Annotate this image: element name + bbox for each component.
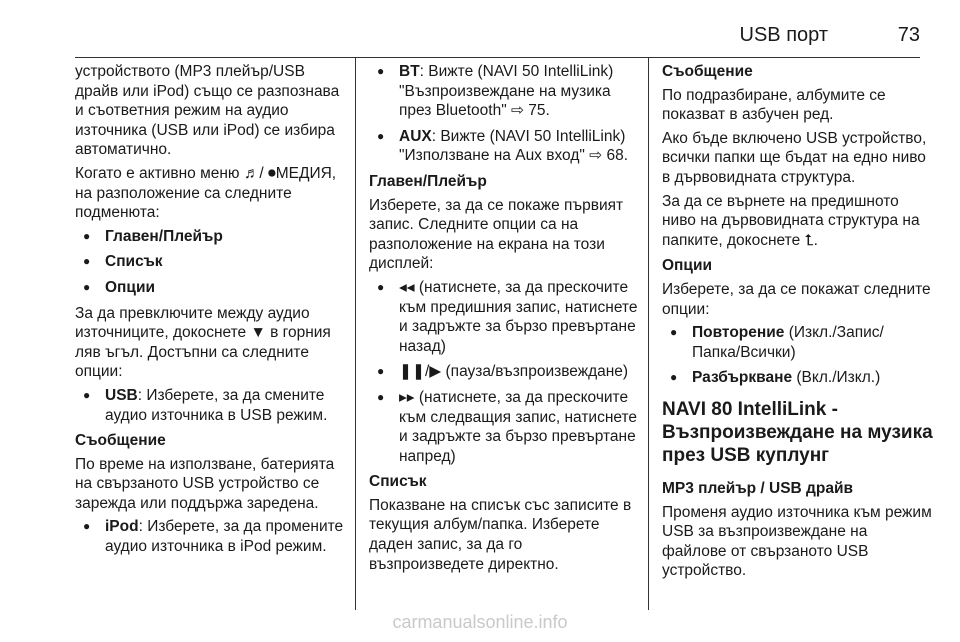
list-item-prev: ● ◂◂ (натиснете, за да прескочите към предишния запис, натиснете и задръжте за бързо превъртане назад): [369, 278, 641, 356]
section-title: NAVI 80 IntelliLink - Възпроизвеждане на музика през USB куплунг: [662, 398, 933, 466]
option-text: (Вкл./Изкл.): [792, 369, 881, 387]
paragraph: Изберете, за да се покажат следните опции:: [662, 280, 931, 318]
watermark: carmanualsonline.info: [392, 612, 568, 632]
page-title: USB порт: [739, 24, 828, 46]
option-text: : Вижте (NAVI 50 IntelliLink) "Възпроизвеждане на музика през Bluetooth" ⇨ 75.: [399, 63, 614, 120]
column-divider-1: [355, 58, 356, 610]
option-text: : Вижте (NAVI 50 IntelliLink) "Използване на Aux вход" ⇨ 68.: [399, 127, 629, 165]
note-title: Съобщение: [662, 63, 753, 80]
list-item-usb: [75, 386, 347, 425]
column-3: [662, 62, 934, 585]
list-item-pause: ● ❚❚/▶ (пауза/възпроизвеждане): [369, 362, 641, 382]
note-text: Ако бъде включено USB устройство, всички папки ще бъдат на едно ниво в дървовидната структура.: [662, 129, 927, 186]
option-text: (Изкл./Запис/ Папка/Всички): [692, 324, 884, 361]
page-number: 73: [897, 24, 920, 46]
paragraph: устройството (MP3 плейър/USB драйв или iPod) също се разпознава и съответния режим на аудио източника (USB или iPod) се избира автоматично.: [75, 63, 340, 159]
list-item: ● Главен/Плейър: [75, 227, 347, 247]
option-label: iPod: [105, 518, 139, 536]
list-item-aux: [369, 127, 641, 166]
header-divider: [75, 57, 920, 58]
subsection-title: MP3 плейър / USB драйв: [662, 479, 854, 497]
option-text: : Изберете, за да промените аудио източника в iPod режим.: [105, 518, 344, 556]
option-label: BT: [399, 63, 420, 80]
list-item: ● Опции: [75, 278, 347, 298]
option-label: USB: [105, 386, 138, 404]
column-1: [75, 62, 347, 563]
page-header: [75, 22, 920, 52]
note-text: По време на използване, батерията на свързаното USB устройство се зарежда или поддържа заредена.: [75, 455, 335, 512]
column-divider-2: [648, 58, 649, 610]
paragraph: Показване на списък със записите в текущия албум/папка. Изберете даден запис, за да го възпроизведете директно.: [369, 496, 632, 573]
note-title: Съобщение: [75, 432, 166, 450]
section-heading: Главен/Плейър: [369, 172, 487, 190]
option-label: AUX: [399, 127, 432, 145]
section-heading: Списък: [369, 473, 427, 491]
paragraph: Когато е активно меню ♬/ ⏺МЕДИЯ, на разположение са следните подменюта:: [75, 164, 337, 222]
option-label: Разбъркване: [692, 369, 793, 387]
list-item-repeat: [662, 323, 934, 362]
list-item-bt: [369, 62, 641, 121]
paragraph: Променя аудио източника към режим USB за възпроизвеждане на файлове от свързаното USB устройство.: [662, 503, 932, 580]
option-text: : Изберете, за да смените аудио източника в USB режим.: [105, 386, 328, 424]
list-item-shuffle: [662, 368, 934, 388]
note-text: По подразбиране, албумите се показват в азбучен ред.: [662, 86, 886, 124]
paragraph: За да превключите между аудио източниците, докоснете ▼ в горния ляв ъгъл. Достъпни са следните опции:: [75, 304, 331, 381]
paragraph: За да се върнете на предишното ниво на дървовидната структура на папките, докоснете ⮤.: [662, 192, 920, 249]
paragraph: Изберете, за да се покаже първият запис. Следните опции са на разположение на екрана на този дисплей:: [369, 196, 624, 273]
section-heading: Опции: [662, 257, 713, 275]
list-item-ipod: [75, 517, 347, 556]
column-2: [369, 62, 641, 578]
list-item-next: ● ▸▸ (натиснете, за да прескочите към следващия запис, натиснете и задръжте за бързо превъртане напред): [369, 388, 641, 466]
option-label: Повторение: [692, 324, 785, 342]
list-item: ● Списък: [75, 252, 347, 272]
